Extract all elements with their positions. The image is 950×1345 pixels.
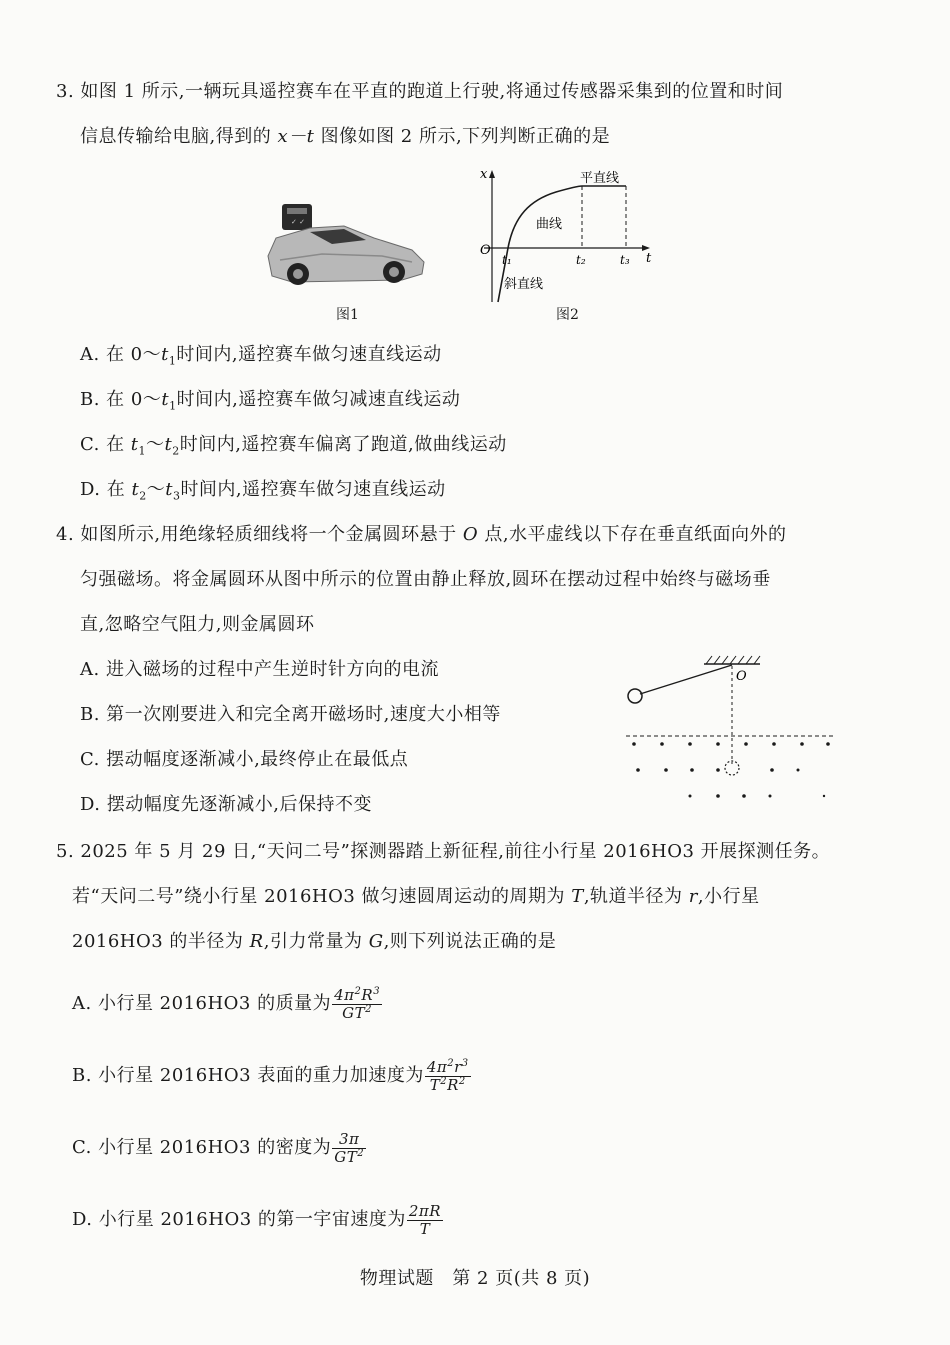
graph-t3-label: t₃ <box>620 253 630 267</box>
page-footer: 物理试题 第 2 页(共 8 页) <box>359 1268 591 1289</box>
q3-option-c: C. 在 $t_1\sim t_2$时间内,遥控赛车偏离了跑道,做曲线运动 <box>80 434 507 458</box>
q3-xt-variable: x－t <box>277 126 315 147</box>
q5-stem-line2: 若“天问二号”绕小行星 2016HO3 做匀速圆周运动的周期为 T,轨道半径为 r,小行星 <box>72 886 760 907</box>
q4-option-a: A. 进入磁场的过程中产生逆时针方向的电流 <box>80 659 439 680</box>
graph-x-label: x <box>480 167 488 182</box>
q3-stem-line2: 信息传输给电脑,得到的 x－t 图像如图 2 所示,下列判断正确的是 <box>80 126 611 147</box>
pivot-O-label: O <box>736 669 747 684</box>
q3-figure1-race-car <box>262 198 432 298</box>
q5-option-c-fraction: $\frac{3\pi}{GT^2}$ <box>334 1129 365 1166</box>
q4-stem-line2: 匀强磁场。将金属圆环从图中所示的位置由静止释放,圆环在摆动过程中始终与磁场垂 <box>80 569 771 590</box>
graph-curve-label: 曲线 <box>536 217 563 232</box>
q5-stem-line1: 5. 2025 年 5 月 29 日,“天问二号”探测器踏上新征程,前往小行星 2016HO3 开展探测任务。 <box>56 841 831 862</box>
magnetic-field-dots <box>632 742 830 798</box>
q3-figure1-caption: 图1 <box>336 307 359 323</box>
graph-flat-label: 平直线 <box>580 171 620 186</box>
q3-option-b: B. 在 $0\sim t_1$时间内,遥控赛车做匀减速直线运动 <box>80 389 461 413</box>
graph-t2-label: t₂ <box>576 253 586 267</box>
graph-origin-label: O <box>480 243 491 258</box>
q3-option-d: D. 在 $t_2\sim t_3$时间内,遥控赛车做匀速直线运动 <box>80 479 446 503</box>
q5-option-b-fraction: $\frac{4\pi^2r^3}{T^2R^2}$ <box>426 1057 469 1094</box>
q4-figure-pendulum <box>620 652 840 807</box>
graph-t-label: t <box>646 251 652 266</box>
q5-option-b: B. 小行星 2016HO3 表面的重力加速度为 $\frac{4\pi^2r^3}{T^2R^2}$ <box>72 1057 469 1094</box>
q4-option-b: B. 第一次刚要进入和完全离开磁场时,速度大小相等 <box>80 704 501 725</box>
svg-text:✓ ✓: ✓ ✓ <box>291 218 305 226</box>
q5-option-d: D. 小行星 2016HO3 的第一宇宙速度为 $\frac{2\pi R}{T}$ <box>72 1201 442 1238</box>
pendulum-thread <box>640 665 732 694</box>
q5-option-c: C. 小行星 2016HO3 的密度为 $\frac{3\pi}{GT^2}$ <box>72 1129 365 1166</box>
q5-stem-line3: 2016HO3 的半径为 R,引力常量为 G,则下列说法正确的是 <box>72 931 557 952</box>
graph-t1-label: t₁ <box>502 253 512 267</box>
q5-option-d-fraction: $\frac{2\pi R}{T}$ <box>408 1201 442 1238</box>
q3-figure2-caption: 图2 <box>556 307 579 323</box>
q4-option-c: C. 摆动幅度逐渐减小,最终停止在最低点 <box>80 749 409 770</box>
q4-stem-line1: 4. 如图所示,用绝缘轻质细线将一个金属圆环悬于 O 点,水平虚线以下存在垂直纸面向外的 <box>56 524 787 545</box>
q5-option-a-fraction: $\frac{4\pi^2R^3}{GT^2}$ <box>334 985 381 1022</box>
q4-option-d: D. 摆动幅度先逐渐减小,后保持不变 <box>80 794 372 815</box>
graph-slope-label: 斜直线 <box>504 277 544 292</box>
q4-stem-line3: 直,忽略空气阻力,则金属圆环 <box>80 614 315 635</box>
metal-ring <box>628 689 642 703</box>
q3-figure2-xt-graph <box>470 166 660 306</box>
q3-stem-line1: 3. 如图 1 所示,一辆玩具遥控赛车在平直的跑道上行驶,将通过传感器采集到的位置和时间 <box>56 81 784 102</box>
q5-option-a: A. 小行星 2016HO3 的质量为 $\frac{4\pi^2R^3}{GT^2}$ <box>72 985 381 1022</box>
q3-option-a: A. 在 $0\sim t_1$时间内,遥控赛车做匀速直线运动 <box>80 344 442 368</box>
